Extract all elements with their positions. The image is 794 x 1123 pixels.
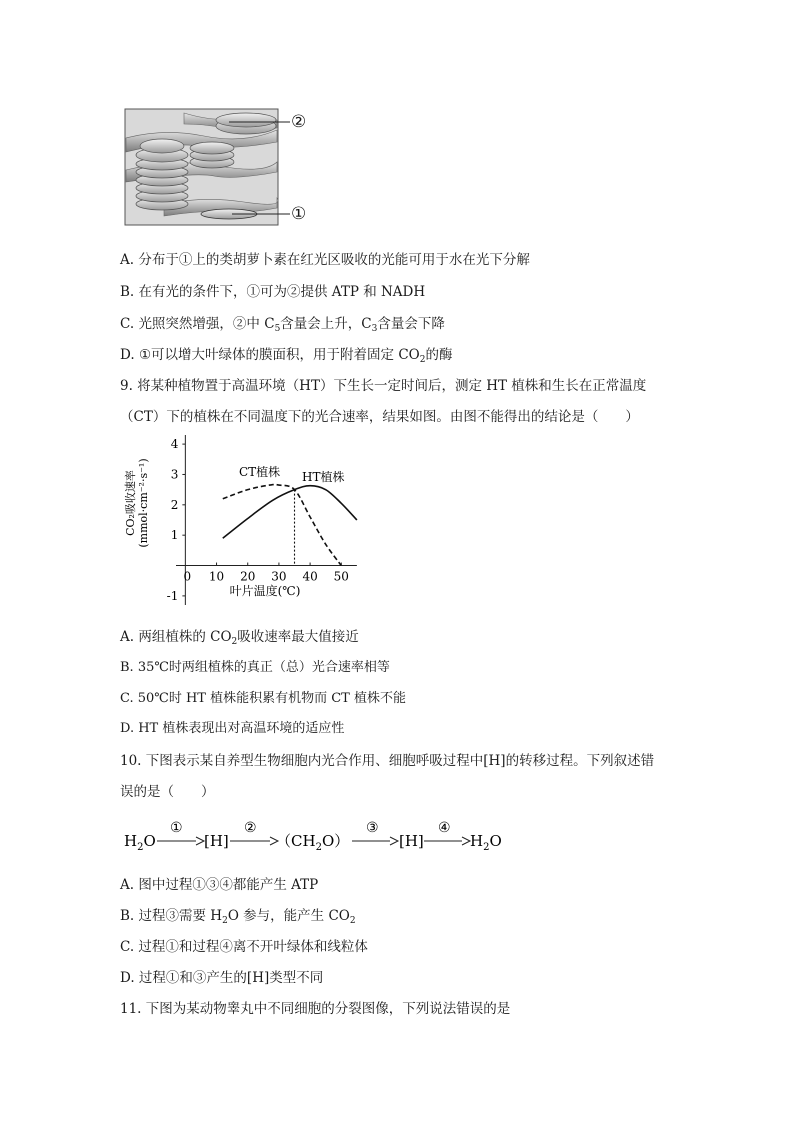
- q8-option-b: [120, 280, 425, 300]
- q8-option-d: [120, 343, 452, 365]
- q8-option-a: [120, 248, 530, 268]
- y-tick-label: 2: [170, 497, 179, 512]
- subscript: 2: [222, 916, 228, 926]
- x-tick-label: 10: [208, 569, 225, 584]
- q11-stem: 11. 下图为某动物睾丸中不同细胞的分裂图像，下列说法错误的是: [120, 1001, 511, 1017]
- subscript: 5: [274, 324, 281, 334]
- q9-stem-line2: （CT）下的植株在不同温度下的光合速率，结果如图。由图不能得出的结论是（ ）: [120, 409, 639, 425]
- step-4-label: ④: [438, 820, 451, 836]
- y-tick-label: 3: [170, 467, 179, 482]
- option-letter: C.: [120, 316, 135, 332]
- h-transfer-equation: [122, 818, 522, 858]
- legend-ht: HT植株: [302, 470, 345, 484]
- equation-h2o-end: $H_2O$: [470, 832, 502, 853]
- label-circle-1: ①: [291, 204, 307, 224]
- option-text: 的酶: [425, 347, 453, 363]
- q10-option-c: C. 过程①和过程④离不开叶绿体和线粒体: [120, 939, 368, 955]
- option-text: A. 两组植株的 CO: [120, 629, 232, 645]
- option-text: ①可以增大叶绿体的膜面积，用于附着固定 CO: [138, 347, 420, 363]
- label-circle-2: ②: [291, 112, 307, 132]
- q10-stem-line2: 误的是（ ）: [120, 784, 215, 800]
- option-text: 含量会下降: [377, 316, 445, 332]
- q9-option-d: D. HT 植株表现出对高温环境的适应性: [120, 721, 345, 736]
- thylakoid-figure: [124, 108, 279, 226]
- q9-option-c: C. 50℃时 HT 植株能积累有机物而 CT 植株不能: [120, 691, 406, 706]
- option-text: 在有光的条件下，①可为②提供 ATP 和 NADH: [138, 284, 426, 300]
- subscript: 2: [231, 637, 238, 647]
- legend-ct: CT植株: [239, 465, 281, 479]
- x-tick-label: 50: [333, 569, 349, 584]
- q10-stem-line1: 10. 下图表示某自养型生物细胞内光合作用、细胞呼吸过程中[H]的转移过程。下列叙述错: [120, 753, 655, 769]
- ht-series-line: [223, 486, 357, 539]
- q9-stem-line1: 9. 将某种植物置于高温环境（HT）下生长一定时间后，测定 HT 植株和生长在正常温度: [120, 378, 647, 394]
- q10-option-b: [120, 904, 356, 926]
- q8-option-c: [120, 312, 445, 334]
- equation-ch2o: $(CH_2O)$: [276, 832, 350, 853]
- x-tick-label: 20: [240, 569, 256, 584]
- q10-option-d: D. 过程①和③产生的[H]类型不同: [120, 970, 324, 986]
- step-1-label: ①: [170, 820, 183, 836]
- equation-h-1: [H]: [204, 832, 229, 850]
- x-tick-label: 40: [302, 569, 318, 584]
- subscript: 2: [349, 916, 356, 926]
- y-axis-unit: (mmol·cm⁻²·s⁻¹): [137, 458, 150, 548]
- y-tick-label: -1: [166, 588, 179, 603]
- y-tick-label: 1: [170, 528, 179, 543]
- x-tick-label: 30: [271, 569, 287, 584]
- equation-svg: [122, 818, 522, 858]
- option-letter: D.: [120, 347, 135, 363]
- q9-option-a: [120, 625, 359, 647]
- y-axis-label: CO₂吸收速率: [124, 470, 137, 536]
- chart-ticks: [167, 437, 349, 603]
- equation-h-2: [H]: [399, 832, 424, 850]
- option-text: O 参与，能产生 CO: [227, 908, 350, 924]
- option-text: 光照突然增强，②中 C: [138, 316, 275, 332]
- q9-option-b: B. 35℃时两组植株的真正（总）光合速率相等: [120, 660, 390, 675]
- option-text: 分布于①上的类胡萝卜素在红光区吸收的光能可用于水在光下分解: [138, 252, 530, 268]
- photosynthesis-chart: [120, 425, 370, 610]
- option-letter: A.: [120, 252, 135, 268]
- equation-h2o-start: $H_2O$: [124, 832, 156, 853]
- chart-axes: [176, 435, 357, 605]
- subscript: 3: [371, 324, 378, 334]
- x-axis-label: 叶片温度(℃): [229, 584, 301, 598]
- q10-option-a: A. 图中过程①③④都能产生 ATP: [120, 877, 319, 893]
- option-letter: B.: [120, 284, 135, 300]
- option-text: 含量会上升，C: [280, 316, 372, 332]
- chart-series: [223, 485, 357, 566]
- option-text: B. 过程③需要 H: [120, 908, 223, 924]
- subscript: 2: [419, 355, 426, 365]
- chart-svg: [120, 425, 370, 610]
- option-text: 吸收速率最大值接近: [237, 629, 359, 645]
- x-tick-label: 0: [183, 569, 192, 584]
- y-tick-label: 4: [170, 437, 179, 452]
- step-2-label: ②: [244, 820, 257, 836]
- step-3-label: ③: [366, 820, 379, 836]
